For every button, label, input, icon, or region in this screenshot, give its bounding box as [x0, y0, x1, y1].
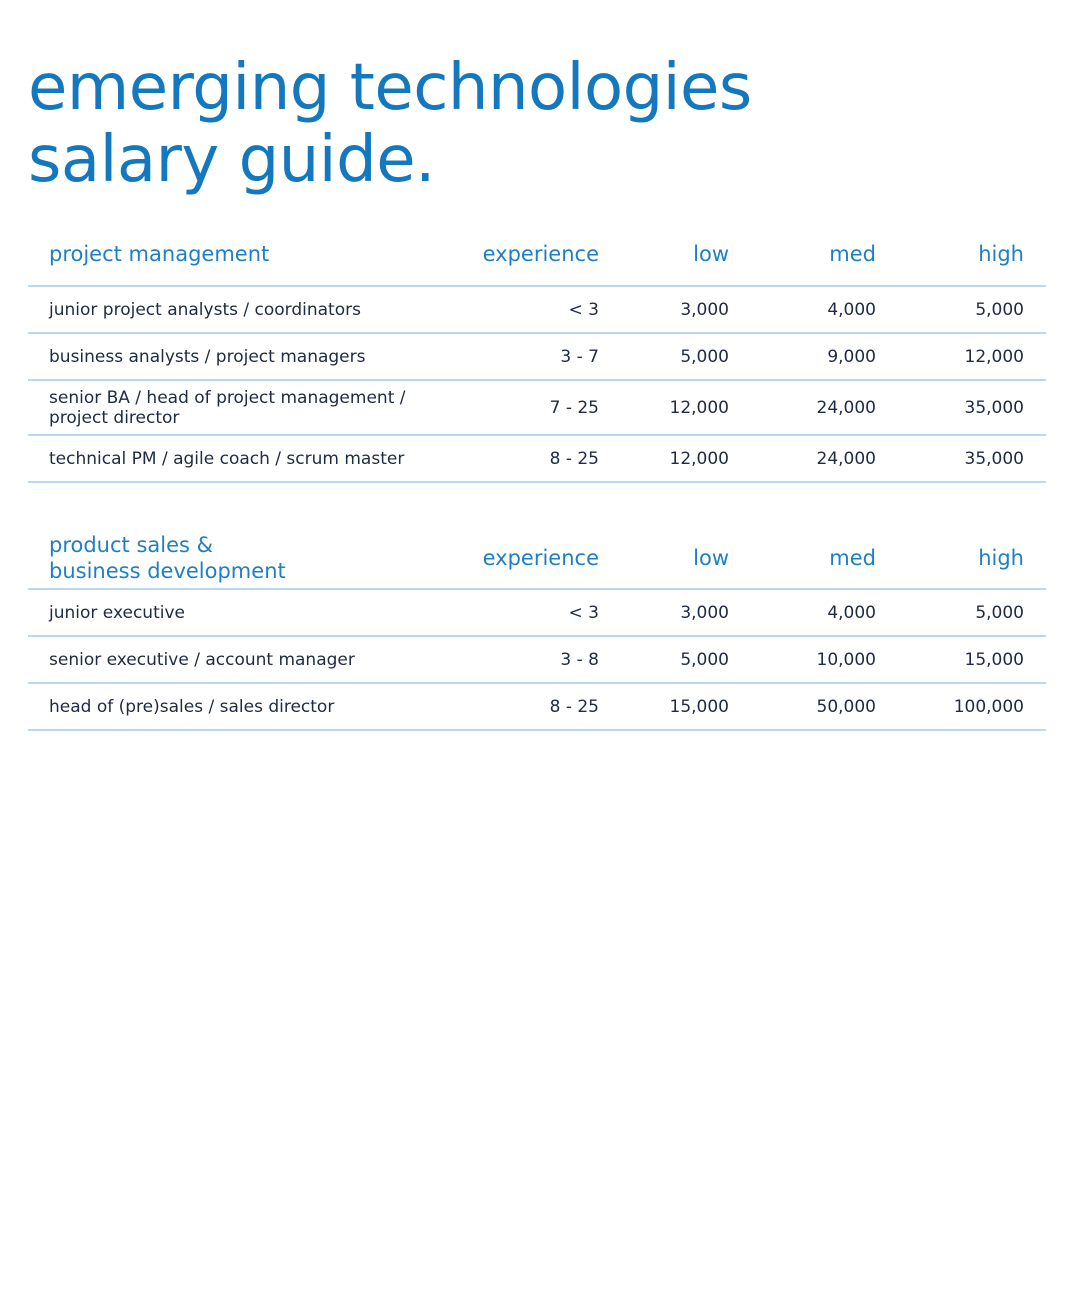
column-header-experience: experience: [482, 242, 599, 266]
page-title-line-2: salary guide.: [28, 123, 435, 197]
low-salary-cell: 3,000: [680, 299, 729, 320]
product-sales-table: [28, 526, 1046, 731]
med-salary-cell: 50,000: [816, 696, 876, 717]
role-cell: junior project analysts / coordinators: [49, 299, 361, 320]
section-heading-line-1: project management: [49, 242, 270, 266]
high-salary-cell: 15,000: [964, 649, 1024, 670]
section-heading: [49, 242, 269, 266]
page-title-line-1: emerging technologies: [28, 51, 752, 125]
section-heading-line-2: business development: [49, 559, 286, 583]
role-cell: senior BA / head of project management / project director: [49, 387, 406, 428]
experience-cell: < 3: [568, 602, 599, 623]
high-salary-cell: 100,000: [953, 696, 1024, 717]
high-salary-cell: 35,000: [964, 448, 1024, 469]
med-salary-cell: 24,000: [816, 448, 876, 469]
page-title: [28, 52, 752, 196]
med-salary-cell: 4,000: [827, 602, 876, 623]
experience-cell: 7 - 25: [549, 397, 599, 418]
high-salary-cell: 35,000: [964, 397, 1024, 418]
low-salary-cell: 15,000: [669, 696, 729, 717]
role-cell: junior executive: [49, 602, 185, 623]
experience-cell: 3 - 7: [560, 346, 599, 367]
high-salary-cell: 5,000: [975, 299, 1024, 320]
column-header-med: med: [829, 546, 876, 570]
low-salary-cell: 12,000: [669, 448, 729, 469]
high-salary-cell: 5,000: [975, 602, 1024, 623]
high-salary-cell: 12,000: [964, 346, 1024, 367]
table-row: [28, 334, 1046, 381]
low-salary-cell: 12,000: [669, 397, 729, 418]
column-header-low: low: [693, 242, 729, 266]
role-cell: business analysts / project managers: [49, 346, 366, 367]
low-salary-cell: 5,000: [680, 649, 729, 670]
role-cell: technical PM / agile coach / scrum master: [49, 448, 405, 469]
low-salary-cell: 3,000: [680, 602, 729, 623]
med-salary-cell: 4,000: [827, 299, 876, 320]
project-management-table: [28, 226, 1046, 483]
column-header-low: low: [693, 546, 729, 570]
table-header: [28, 526, 1046, 590]
table-row: [28, 637, 1046, 684]
experience-cell: < 3: [568, 299, 599, 320]
table-row: [28, 381, 1046, 436]
table-row: [28, 436, 1046, 483]
role-cell: senior executive / account manager: [49, 649, 355, 670]
role-cell: head of (pre)sales / sales director: [49, 696, 335, 717]
experience-cell: 8 - 25: [549, 448, 599, 469]
med-salary-cell: 24,000: [816, 397, 876, 418]
table-header: [28, 226, 1046, 287]
med-salary-cell: 9,000: [827, 346, 876, 367]
low-salary-cell: 5,000: [680, 346, 729, 367]
table-row: [28, 590, 1046, 637]
experience-cell: 8 - 25: [549, 696, 599, 717]
table-row: [28, 287, 1046, 334]
section-heading: [49, 532, 286, 584]
column-header-med: med: [829, 242, 876, 266]
column-header-experience: experience: [482, 546, 599, 570]
column-header-high: high: [978, 242, 1024, 266]
section-heading-line-1: product sales &: [49, 533, 214, 557]
med-salary-cell: 10,000: [816, 649, 876, 670]
column-header-high: high: [978, 546, 1024, 570]
table-row: [28, 684, 1046, 731]
experience-cell: 3 - 8: [560, 649, 599, 670]
